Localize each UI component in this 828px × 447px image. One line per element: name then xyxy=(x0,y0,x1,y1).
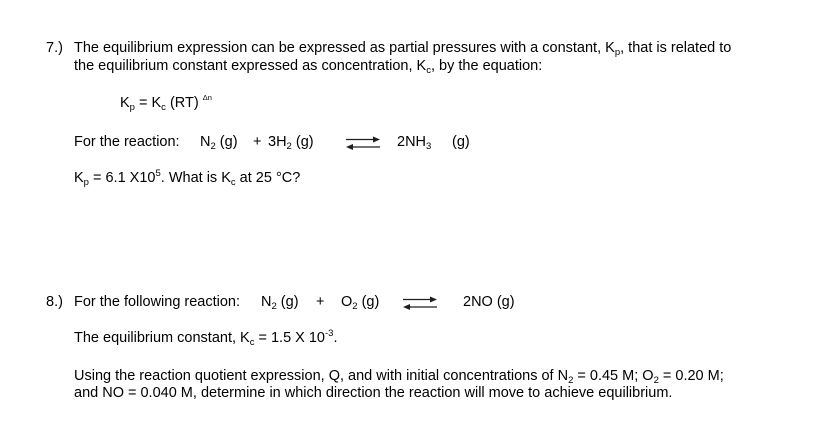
q7-line2: the equilibrium constant expressed as concentration, $K_c$, by the equation: xyxy=(74,58,543,76)
q8-paragraph-line2: and NO = 0.040 M, determine in which direction the reaction will move to achieve equilibrium. xyxy=(74,385,673,401)
q7-kp-value: $K_p = 6.1$ $X10^5$. What is $K_c$ at 25 °C? xyxy=(74,168,301,188)
q8-plus: + xyxy=(316,294,325,310)
q7-plus: + xyxy=(253,134,262,150)
equilibrium-arrows-icon xyxy=(401,294,439,314)
q8-reactant-n2: $N_2$ (g) xyxy=(261,294,299,312)
q8-reaction-label: For the following reaction: xyxy=(74,294,241,310)
q7-line1: The equilibrium expression can be expressed as partial pressures with a constant, $K_p$, that is related to xyxy=(74,40,732,58)
q7-equation: $K_p = K_c$ (RT) $^{\Delta n}$ xyxy=(120,93,212,113)
q7-product-state: (g) xyxy=(452,134,470,150)
q7-product-nh3: $2NH_3$ xyxy=(397,134,432,152)
q8-paragraph-line1: Using the reaction quotient expression, Q, and with initial concentrations of $N_2 = 0.45$ M; $O_2 = 0.20$ M; xyxy=(74,368,724,386)
q7-reactant-n2: $N_2$ (g) xyxy=(200,134,238,152)
q7-reaction-label: For the reaction: xyxy=(74,134,180,150)
q7-number: 7.) xyxy=(46,40,63,56)
equilibrium-arrows-icon xyxy=(344,134,382,154)
q8-product-no: 2NO (g) xyxy=(463,294,515,310)
q8-number: 8.) xyxy=(46,294,63,310)
q8-reactant-o2: $O_2$ (g) xyxy=(341,294,380,312)
q7-reactant-h2: $3H_2$ (g) xyxy=(268,134,314,152)
q8-kc-value: The equilibrium constant, $K_c = 1.5$ X $10^{-3}$. xyxy=(74,328,338,348)
